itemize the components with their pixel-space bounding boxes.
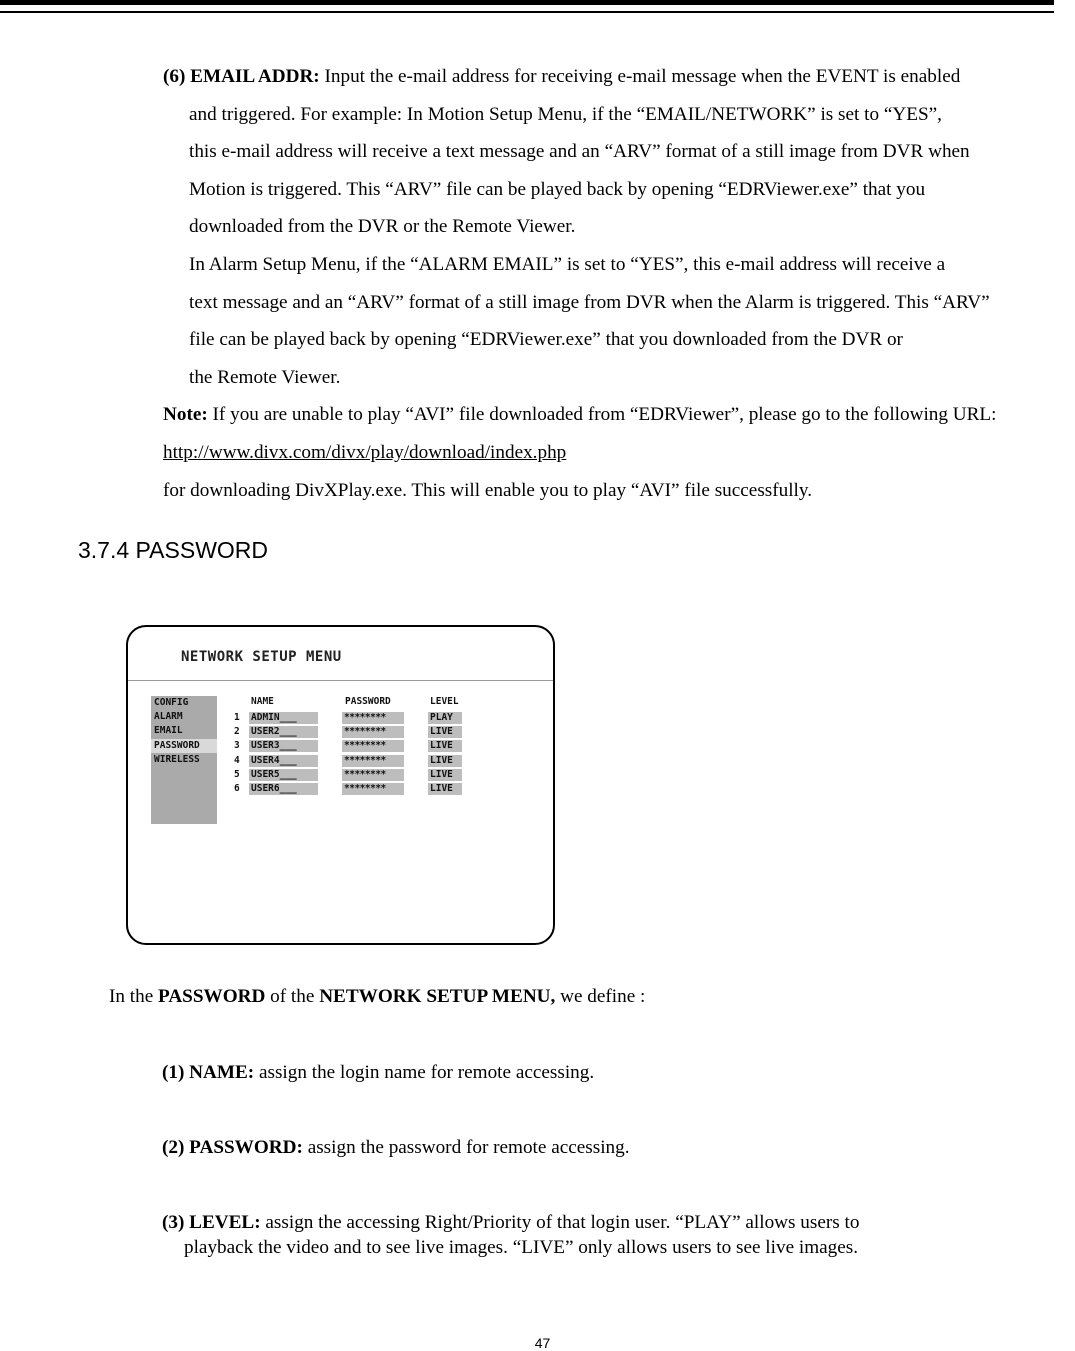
column-header-password: PASSWORD: [345, 696, 391, 707]
email-addr-first-line: (6) EMAIL ADDR: Input the e-mail address for receiving e-mail message when the EVENT is enabled: [163, 66, 961, 87]
row-number: 2: [234, 726, 240, 738]
user-name-field[interactable]: USER6___: [249, 783, 318, 795]
user-name-field[interactable]: USER4___: [249, 755, 318, 767]
column-header-name: NAME: [251, 696, 274, 707]
user-password-field[interactable]: ********: [342, 755, 404, 767]
header-rule-thin: [0, 11, 1054, 13]
email-addr-line: this e-mail address will receive a text message and an “ARV” format of a still image from DVR when: [189, 141, 970, 163]
user-level-field[interactable]: PLAY: [428, 712, 462, 724]
row-number: 3: [234, 740, 240, 752]
network-setup-screen: [126, 625, 555, 945]
divx-url-link[interactable]: http://www.divx.com/divx/play/download/index.php: [163, 441, 567, 463]
email-addr-line: and triggered. For example: In Motion Setup Menu, if the “EMAIL/NETWORK” is set to “YES”,: [189, 103, 942, 125]
after-url-line: for downloading DivXPlay.exe. This will enable you to play “AVI” file successfully.: [163, 479, 813, 501]
user-name-field[interactable]: ADMIN___: [249, 712, 318, 724]
email-addr-line: the Remote Viewer.: [189, 366, 341, 388]
row-number: 1: [234, 712, 240, 723]
user-password-field[interactable]: ********: [342, 740, 404, 752]
user-password-field[interactable]: ********: [342, 769, 404, 781]
column-header-level: LEVEL: [430, 696, 459, 707]
user-password-field[interactable]: ********: [342, 783, 404, 795]
note-label: Note:: [163, 404, 208, 426]
page-number: 47: [534, 1335, 551, 1351]
user-password-field[interactable]: ********: [342, 712, 404, 724]
user-level-field[interactable]: LIVE: [428, 769, 462, 781]
note-line: Note: If you are unable to play “AVI” file downloaded from “EDRViewer”, please go to the following URL:: [163, 404, 997, 426]
user-level-field[interactable]: LIVE: [428, 740, 462, 752]
user-level-field[interactable]: LIVE: [428, 783, 462, 795]
user-name-field[interactable]: USER2___: [249, 726, 318, 738]
row-number: 5: [234, 768, 240, 780]
definition-password: (2) PASSWORD: assign the password for remote accessing.: [162, 1137, 630, 1158]
user-password-field[interactable]: ********: [342, 726, 404, 738]
screen-title: NETWORK SETUP MENU: [181, 649, 342, 665]
user-name-field[interactable]: USER5___: [249, 769, 318, 781]
definition-level: (3) LEVEL: assign the accessing Right/Priority of that login user. “PLAY” allows users to: [162, 1212, 860, 1233]
menu-item-email[interactable]: EMAIL: [154, 725, 183, 737]
row-number: 4: [234, 754, 240, 766]
intro-paragraph: In the PASSWORD of the NETWORK SETUP MENU, we define :: [109, 986, 646, 1007]
menu-item-password[interactable]: PASSWORD: [151, 739, 217, 753]
user-level-field[interactable]: LIVE: [428, 726, 462, 738]
screen-sidebar: [151, 696, 217, 824]
definition-level-continued: playback the video and to see live images. “LIVE” only allows users to see live images.: [184, 1237, 859, 1258]
header-rule-thick: [0, 0, 1054, 5]
user-name-field[interactable]: USER3___: [249, 740, 318, 752]
menu-item-config[interactable]: CONFIG: [154, 697, 189, 708]
email-addr-line: text message and an “ARV” format of a still image from DVR when the Alarm is triggered. This “ARV”: [189, 291, 990, 313]
email-addr-line: downloaded from the DVR or the Remote Viewer.: [189, 216, 576, 238]
user-level-field[interactable]: LIVE: [428, 755, 462, 767]
email-addr-line: file can be played back by opening “EDRViewer.exe” that you downloaded from the DVR or: [189, 329, 903, 351]
section-heading: 3.7.4 PASSWORD: [78, 537, 269, 563]
email-addr-label: (6) EMAIL ADDR:: [163, 66, 320, 87]
email-addr-section: [163, 58, 1075, 509]
row-number: 6: [234, 782, 240, 794]
screen-divider: [128, 680, 553, 681]
email-addr-line: In Alarm Setup Menu, if the “ALARM EMAIL” is set to “YES”, this e-mail address will receive a: [189, 253, 946, 275]
definition-name: (1) NAME: assign the login name for remote accessing.: [162, 1062, 595, 1083]
menu-item-alarm[interactable]: ALARM: [154, 711, 183, 723]
email-addr-line: Motion is triggered. This “ARV” file can be played back by opening “EDRViewer.exe” that you: [189, 178, 926, 200]
menu-item-wireless[interactable]: WIRELESS: [154, 753, 200, 765]
